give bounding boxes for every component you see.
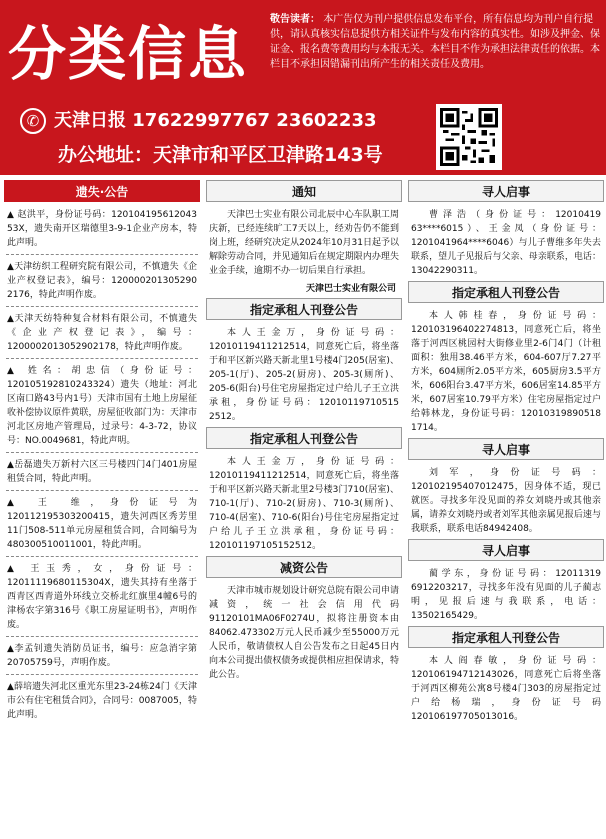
- tenant-notice-body: 本人韩桂春，身份证号码：120103196402274813，同意死亡后，将坐落于河西区桃园村大街修业里2-6门4门（计租面积：独用38.46平方米，604-607厅7.27平方米，604厕所2.05平方米，605厨房3.5平方米，606阳台3.47平方米，606居室14.85平方米，607居室10.79平方米）住宅房屋指定过户给韩林龙，身份证号码：12010319890518​1714。: [411, 311, 601, 433]
- capital-reduction-heading: 减资公告: [206, 556, 402, 578]
- column-middle: [206, 180, 402, 685]
- list-item: ▲ 王 维，身份证号为120112195303200415，遗失河西区秀芳里11门508-511单元房屋租赁合同，合同编号为480300510011001，特此声明。: [7, 498, 197, 550]
- list-item: ▲岳磊遗失万新村六区三号楼四门4门401房屋租赁合同，特此声明。: [7, 460, 197, 484]
- tenant-notice-body: 本人王金万，身份证号码：120101194112125​14，同意死亡后，将坐落于和平区新兴路天新北里2号楼3门710(居室)、710-1(厅)、710-2(厨房)、710-3(厕所)、710-4(居室)、710-6(阳台)号住宅房屋指定过户给儿子王立洪承租，身份证号码：12010119710515​2512。: [209, 457, 399, 551]
- divider: [6, 556, 198, 557]
- notice-body: 天津巴士实业有限公司北辰中心车队职工周庆新，已经连续旷工7天以上，经劝告仍不能到岗上班，经研究决定从2024年10月31日起予以解除劳动合同，并见通知后在规定期限内办理失业金手续，逾期不办一切后果自行承担。: [209, 210, 399, 276]
- notice-signature: 天津巴士实业有限公司: [305, 284, 396, 294]
- reader-notice: [270, 12, 604, 100]
- list-item: ▲李孟钊遗失消防员证书，编号：应急消字第20705759号，声明作废。: [7, 644, 197, 668]
- list-item: ▲ 姓名：胡忠信（身份证号：120105192810243​324）遗失（地址：河北区南口路43号内1号）天津市国有土地上房屋征收补偿协议原件黄联，房屋征收部门为：天津市河北区房地产管理局，过录号：4-3-72，协议号：NO.0049681，特此声明。: [7, 366, 197, 446]
- divider: [6, 636, 198, 637]
- tenant-notice-heading: 指定承租人刊登公告: [206, 298, 402, 320]
- office-address: 办公地址：天津市和平区卫津路143号: [58, 144, 383, 166]
- missing-person-body: 曹泽浩（身份证号：12010419​63****6015）、王金凤（身份证号：12010419​64****6046）与儿子曹维多年失去联系，望儿子见报后与父亲、母亲联系，电话：13042290311。: [411, 210, 601, 276]
- classified-header: [0, 0, 606, 175]
- missing-person-body: 刘军，身份证号码：120102195407012475，因身体不适，现已就医。寻找多年没见面的养女刘晓丹或其他亲属，请养女刘晓丹或者刘军其他亲属见报后速与我联系，联系电话84942408。: [411, 468, 601, 534]
- divider: [6, 358, 198, 359]
- divider: [6, 490, 198, 491]
- column-right: [408, 180, 604, 727]
- capital-reduction-body: 天津市城市规划设计研究总院有限公司申请减资，统一社会信用代码91120101MA06F0274U，拟将注册资本由84062.473302万元人民币减少至55000万元人民币，敬请债权人自公告发布之日起45日内向本公司提出债权债务或提供相应担保请求，特此公告。: [209, 586, 399, 680]
- notice-title: 敬告读者：: [270, 14, 320, 25]
- divider: [6, 306, 198, 307]
- list-item: ▲ 王玉秀，女，身份证号：120111196801153​04X，遗失其持有坐落于西青区西青道外环线立交桥北红旗里4幢6号的津杨农字第316号《职工房屋证明书》，声明作废。: [7, 564, 197, 630]
- divider: [6, 254, 198, 255]
- notice-body: 本广告仅为刊户提供信息发布平台，所有信息均为刊户自行提供，请认真核实信息提供方相关证件与发布内容的真实性。如涉及押金、保证金、报名费等费用均与本报无关。本栏目不作为承担法律责任的依据。本栏目不承担因错漏刊出所产生的相关责任及费用。: [270, 14, 600, 70]
- missing-person-heading: 寻人启事: [408, 539, 604, 561]
- lost-notice-heading: 遗失·公告: [4, 180, 200, 202]
- phone-text: 天津日报 17622997767 23602233: [54, 110, 377, 131]
- tenant-notice-body: 本人阎春敏，身份证号码：120106194712143026，同意死亡后将坐落于河西区柳苑公寓8号楼4门303的房屋指定过户给杨瑞，身份证号码120106197705013016。: [411, 656, 601, 722]
- tenant-notice-heading: 指定承租人刊登公告: [408, 281, 604, 303]
- list-item: ▲薛培遗失河北区重光东里23-24栋24门《天津市公有住宅租赁合同》，合同号：0087005，特此声明。: [7, 682, 197, 720]
- list-item: ▲天津天纺特种复合材料有限公司，不慎遗失《企业产权登记表》，编号：120000201305290​2178，特此声明作废。: [7, 314, 197, 352]
- qr-code-icon: [436, 104, 502, 170]
- contact-phone: [20, 106, 420, 136]
- divider: [6, 674, 198, 675]
- tenant-notice-heading: 指定承租人刊登公告: [206, 427, 402, 449]
- divider: [6, 452, 198, 453]
- phone-icon: ✆: [20, 108, 46, 134]
- missing-person-heading: 寻人启事: [408, 438, 604, 460]
- missing-person-heading: 寻人启事: [408, 180, 604, 202]
- tenant-notice-heading: 指定承租人刊登公告: [408, 626, 604, 648]
- section-title: 分类信息: [8, 20, 249, 88]
- missing-person-body: 蔺学东，身份证号码：12011319​6912203217，寻找多年没有见面的儿子蔺志明，见报后速与我联系，电话：13502165429。: [411, 569, 601, 621]
- column-lost-notices: [4, 180, 200, 725]
- tenant-notice-body: 本人王金万，身份证号码：120101194112125​14，同意死亡后，将坐落于和平区新兴路天新北里1号楼4门205(居室)、205-1(厅)、205-2(厨房)、205-3(厕所)、205-6(阳台)号住宅房屋指定过户给儿子王立洪承租，身份证号码：12010119710515​2512。: [209, 328, 399, 422]
- list-item: ▲ 赵洪平，身份证号码：120104195612043​53X，遗失南开区瑞德里3-9-1企业产房本，特此声明。: [7, 210, 197, 248]
- notice-heading: 通知: [206, 180, 402, 202]
- list-item: ▲天津纺织工程研究院有限公司，不慎遗失《企业产权登记表》，编号：120000201305290​2176，特此声明作废。: [7, 262, 197, 300]
